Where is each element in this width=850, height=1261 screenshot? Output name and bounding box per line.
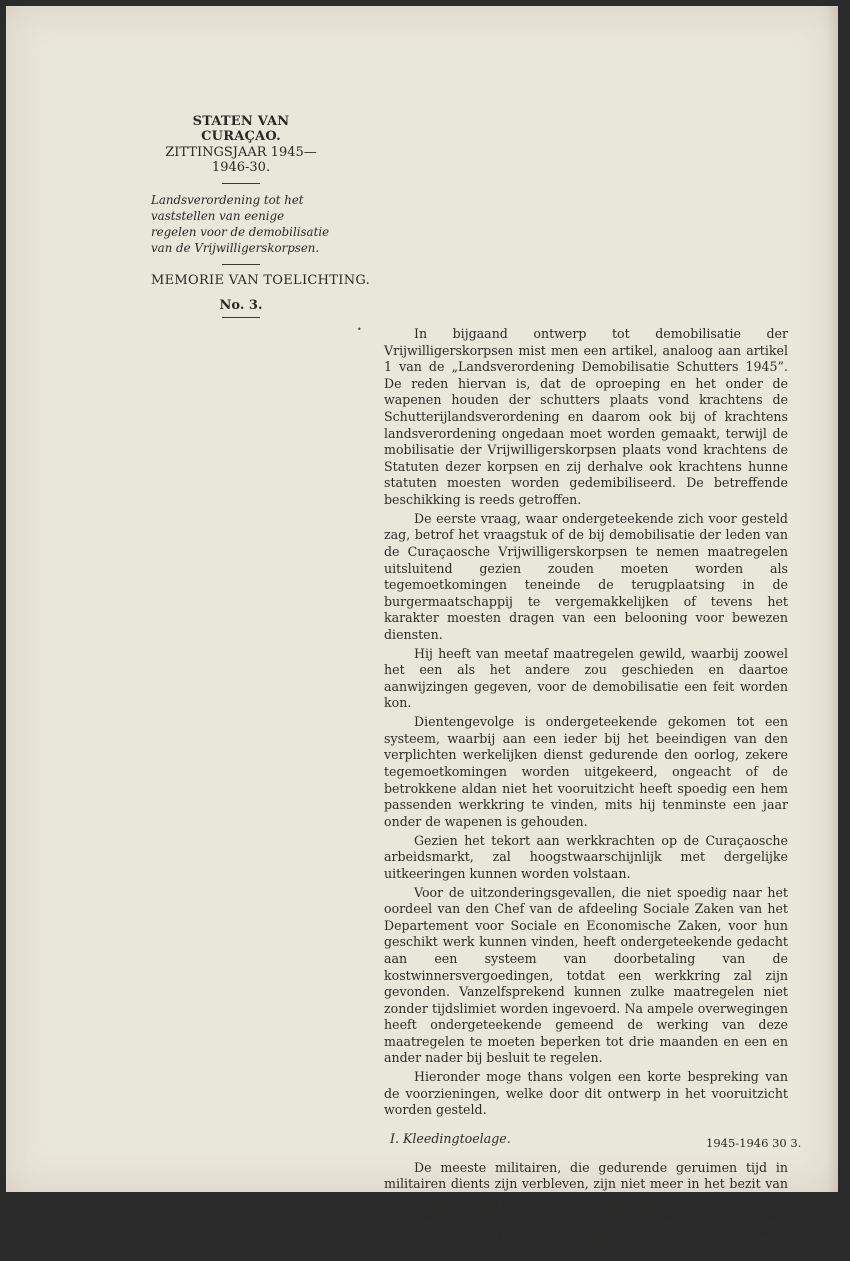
section-heading: I. Kleedingtoelage.	[390, 1131, 511, 1147]
paragraph: De eerste vraag, waar ondergeteekende zich voor gesteld zag, betrof het vraagstuk of de bij demobilisatie der leden van de Curaçaosche Vrijwilligerskorpsen te nemen maatregelen uitsluitend gezien zouden moeten worden als tegemoetkomingen teneinde de terugplaatsing in de burgermaatschappij te vergemakkelijken of tevens het karakter moesten dragen van een belooning voor bewezen diensten.	[384, 510, 788, 642]
paragraph: Gezien het tekort aan werkkrachten op de Curaçaosche arbeidsmarkt, zal hoogstwaarschijnlijk met dergelijke uitkeeringen kunnen worden volstaan.	[384, 832, 788, 881]
session-year: ZITTINGSJAAR 1945—1946-30.	[165, 145, 317, 175]
paragraph: De meeste militairen, die gedurende geruimen tijd in militairen dients zijn verbleven, zijn niet meer in het bezit van voldoende burgerkleeding. Ondergeteekende heeft gemeend dit euvel te kunnen ondervangen door de bepaling dat bij het einde van den verplichten werkelijken dienst de van Rijkswege ver-	[384, 1159, 788, 1258]
document-title: STATEN VAN CURAÇAO.	[192, 114, 290, 144]
margin-mark: •	[357, 325, 362, 334]
ordinance-subject: Landsverordening tot het vaststellen van eenige regelen voor de demobilisatie van de Vrijwilligerskorpsen.	[151, 193, 330, 255]
paragraph: Hij heeft van meetaf maatregelen gewild, waarbij zoowel het een als het andere zou geschieden en daartoe aanwijzingen gegeven, voor de demobilisatie een feit worden kon.	[384, 645, 788, 711]
memorie-heading: MEMORIE VAN TOELICHTING.	[151, 273, 371, 288]
divider	[222, 317, 260, 318]
divider	[222, 183, 260, 184]
document-number: No. 3.	[219, 298, 263, 313]
document-header	[151, 114, 371, 326]
paragraph: Voor de uitzonderingsgevallen, die niet spoedig naar het oordeel van den Chef van de afdeeling Sociale Zaken van het Departement voor Sociale en Economische Zaken, voor hun geschikt werk kunnen vinden, heeft ondergeteekende gedacht aan een systeem van doorbetaling van de kostwinnersvergoedingen, totdat een werkkring zal zijn gevonden. Vanzelfsprekend kunnen zulke maatregelen niet zonder tijdslimiet worden ingevoerd. Na ampele overwegingen heeft ondergeteekende gemeend de werking van deze maatregelen te moeten beperken tot drie maanden en een en ander nader bij besluit te regelen.	[384, 884, 788, 1066]
paragraph: In bijgaand ontwerp tot demobilisatie der Vrijwilligerskorpsen mist men een artikel, analoog aan artikel 1 van de „Landsverordening Demobilisatie Schutters 1945”. De reden hiervan is, dat de oproeping en het onder de wapenen houden der schutters plaats vond krachtens de Schutterijlandsverordening en daarom ook bij of krachtens landsverordening ongedaan moet worden gemaakt, terwijl de mobilisatie der Vrijwilligerskorpsen plaats vond krachtens de Statuten dezer korpsen en zij derhalve ook krachtens hunne statuten moesten worden gedemibiliseerd. De betreffende beschikking is reeds getroffen.	[384, 326, 788, 507]
paragraph: Hieronder moge thans volgen een korte bespreking van de voorzieningen, welke door dit ontwerp in het vooruitzicht worden gesteld.	[384, 1069, 788, 1118]
document-page	[6, 6, 838, 1258]
divider	[222, 264, 260, 265]
footer-code: 1945-1946 30 3.	[706, 1136, 802, 1150]
body-text	[384, 326, 788, 1261]
paragraph: Dientengevolge is ondergeteekende gekomen tot een systeem, waarbij aan een ieder bij het beeindigen van den verplichten werkelijken dienst gedurende den oorlog, zekere tegemoetkomingen worden uitgekeerd, ongeacht of de betrokkene aldan niet het vooruitzicht heeft spoedig een hem passenden werkkring te vinden, mits hij tenminste een jaar onder de wapenen is gehouden.	[384, 714, 788, 829]
page-edge-shadow	[826, 6, 838, 1192]
